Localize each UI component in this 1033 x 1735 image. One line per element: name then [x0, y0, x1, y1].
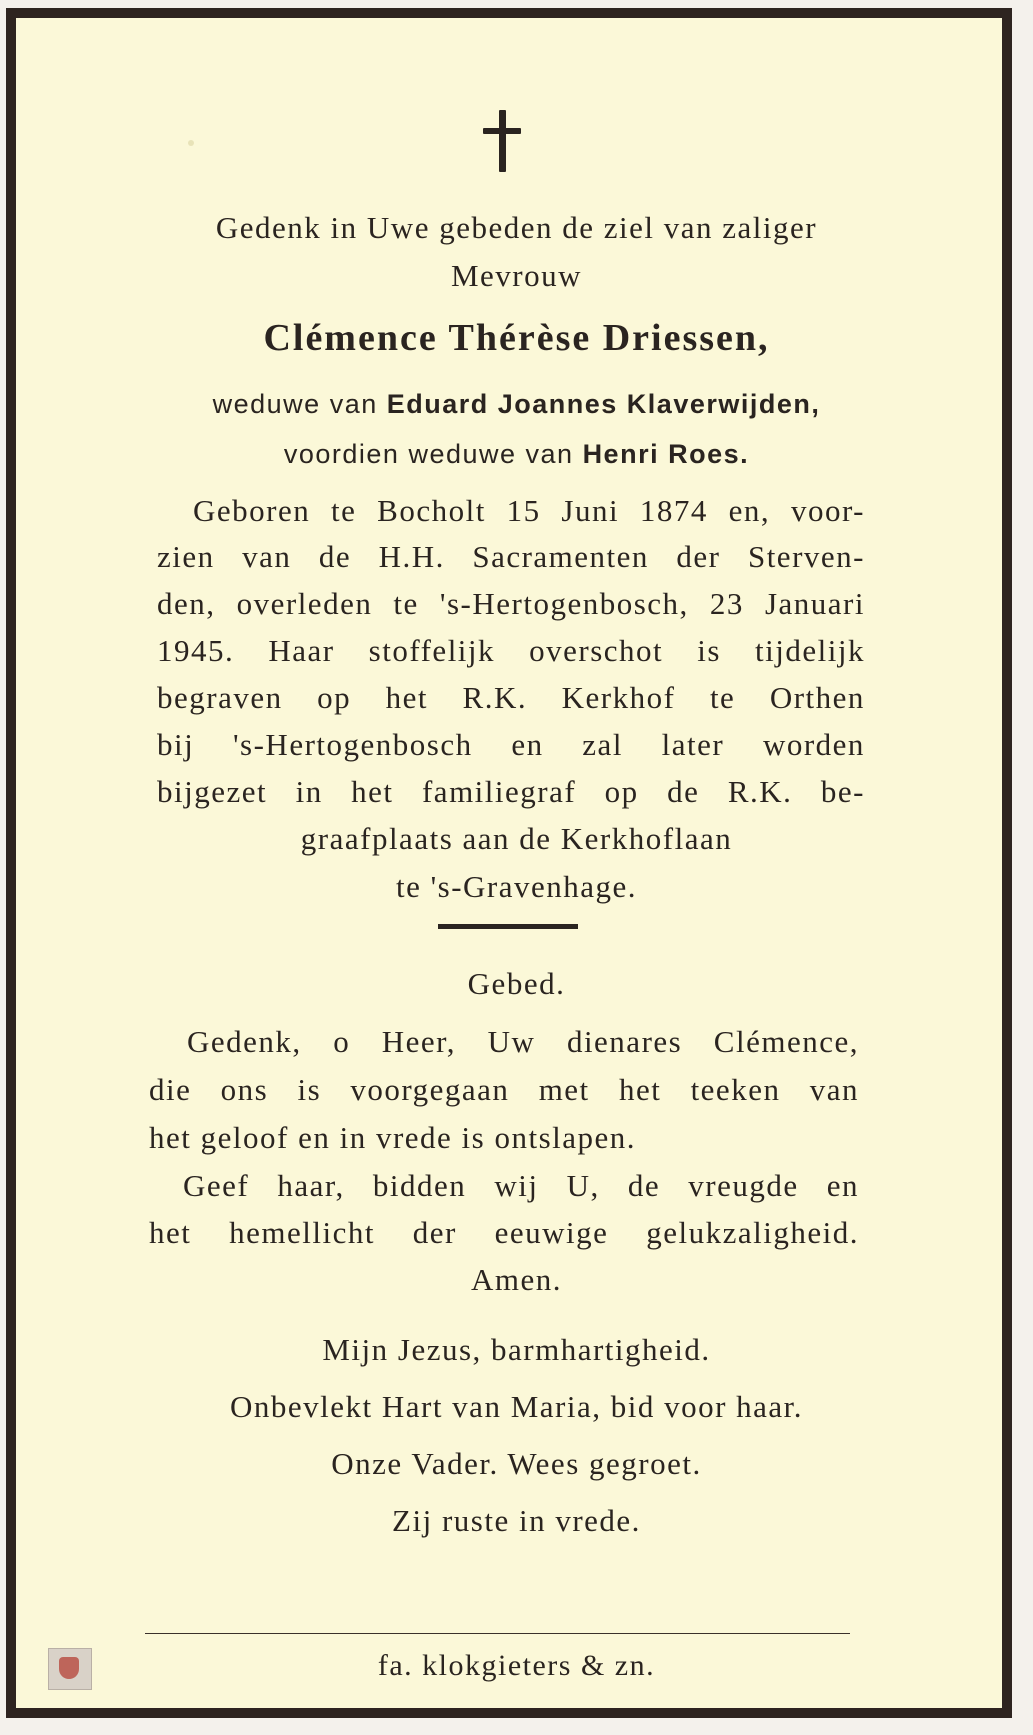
title-text: Mevrouw — [450, 258, 583, 293]
closing-line: Zij ruste in vrede. — [392, 1503, 641, 1538]
widow-line — [0, 389, 1033, 420]
closing-line: Mijn Jezus, barmhartigheid. — [322, 1332, 711, 1367]
bio-line: 1945. Haar stoffelijk overschot is tijdelijk — [157, 633, 865, 668]
bio-line: bij 's-Hertogenbosch en zal later worden — [157, 727, 865, 762]
closing-line: Onbevlekt Hart van Maria, bid voor haar. — [229, 1389, 804, 1424]
closing-line: Onze Vader. Wees gegroet. — [331, 1446, 702, 1481]
bio-line: begraven op het R.K. Kerkhof te Orthen — [157, 680, 865, 715]
widow-prefix: weduwe van — [212, 389, 378, 419]
prayer-line: het hemellicht der eeuwige gelukzaligheid. — [149, 1215, 859, 1250]
bio-line: te 's-Gravenhage. — [395, 869, 638, 904]
amen-text: Amen. — [470, 1262, 562, 1297]
bio-line: zien van de H.H. Sacramenten der Sterven- — [157, 539, 865, 574]
footer-rule — [145, 1633, 850, 1634]
section-divider — [438, 924, 578, 929]
previous-widow-line — [0, 439, 1033, 470]
bio-line: graafplaats aan de Kerkhoflaan — [300, 821, 733, 856]
paper-spot — [188, 140, 194, 146]
husband-name: Eduard Joannes Klaverwijden, — [386, 389, 821, 419]
previous-husband-name: Henri Roes. — [582, 439, 750, 469]
printer-imprint: fa. klokgieters & zn. — [377, 1649, 656, 1682]
prayer-heading: Gebed. — [467, 966, 566, 1001]
prayer-line: die ons is voorgegaan met het teeken van — [149, 1072, 859, 1107]
prayer-line: Gedenk, o Heer, Uw dienares Clémence, — [187, 1024, 859, 1059]
intro-text: Gedenk in Uwe gebeden de ziel van zaliger — [215, 210, 818, 245]
cross-icon — [483, 110, 521, 172]
bio-line: Geboren te Bocholt 15 Juni 1874 en, voor- — [193, 493, 865, 528]
deceased-name: Clémence Thérèse Driessen, — [263, 317, 770, 359]
previous-prefix: voordien weduwe van — [283, 439, 574, 469]
bio-line: den, overleden te 's-Hertogenbosch, 23 Januari — [157, 586, 865, 621]
bio-line: bijgezet in het familiegraf op de R.K. be- — [157, 774, 865, 809]
prayer-line: het geloof en in vrede is ontslapen. — [149, 1120, 637, 1155]
prayer-line: Geef haar, bidden wij U, de vreugde en — [183, 1168, 859, 1203]
seal-icon — [48, 1648, 92, 1690]
